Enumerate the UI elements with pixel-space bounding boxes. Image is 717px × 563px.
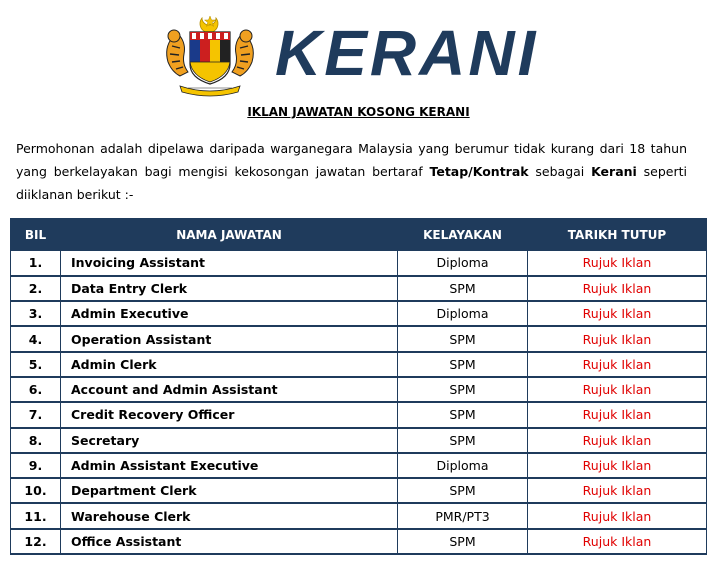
cell-nama: Secretary xyxy=(61,428,398,453)
cell-tarikh: Rujuk Iklan xyxy=(528,503,707,528)
table-header-row xyxy=(11,219,707,251)
cell-nama: Office Assistant xyxy=(61,529,398,554)
cell-nama: Admin Clerk xyxy=(61,352,398,377)
cell-bil: 5. xyxy=(11,352,61,377)
table-row xyxy=(11,251,707,276)
cell-nama: Operation Assistant xyxy=(61,326,398,351)
cell-bil: 2. xyxy=(11,276,61,301)
cell-tarikh: Rujuk Iklan xyxy=(528,428,707,453)
page-title: KERANI xyxy=(275,17,539,89)
cell-kelayakan: SPM xyxy=(398,529,528,554)
cell-kelayakan: SPM xyxy=(398,276,528,301)
cell-tarikh: Rujuk Iklan xyxy=(528,326,707,351)
cell-kelayakan: SPM xyxy=(398,377,528,402)
cell-bil: 3. xyxy=(11,301,61,326)
intro-position-bold: Kerani xyxy=(591,164,637,179)
cell-bil: 1. xyxy=(11,251,61,276)
intro-text-3: seperti diiklanan berikut :- xyxy=(16,164,687,202)
intro-text-1: Permohonan adalah dipelawa daripada warganegara Malaysia yang berumur tidak kurang dari 18 tahun yang berkelayakan bagi mengisi kekosongan jawatan bertaraf xyxy=(16,141,687,179)
cell-nama: Admin Assistant Executive xyxy=(61,453,398,478)
cell-bil: 4. xyxy=(11,326,61,351)
cell-bil: 7. xyxy=(11,402,61,427)
cell-kelayakan: PMR/PT3 xyxy=(398,503,528,528)
cell-bil: 8. xyxy=(11,428,61,453)
subtitle: IKLAN JAWATAN KOSONG KERANI xyxy=(247,105,470,119)
cell-tarikh: Rujuk Iklan xyxy=(528,377,707,402)
intro-text-2: sebagai xyxy=(528,164,592,179)
cell-tarikh: Rujuk Iklan xyxy=(528,352,707,377)
table-row xyxy=(11,453,707,478)
cell-kelayakan: SPM xyxy=(398,326,528,351)
cell-bil: 10. xyxy=(11,478,61,503)
cell-nama: Data Entry Clerk xyxy=(61,276,398,301)
cell-nama: Warehouse Clerk xyxy=(61,503,398,528)
cell-kelayakan: SPM xyxy=(398,402,528,427)
cell-nama: Credit Recovery Officer xyxy=(61,402,398,427)
cell-bil: 12. xyxy=(11,529,61,554)
cell-bil: 6. xyxy=(11,377,61,402)
cell-tarikh: Rujuk Iklan xyxy=(528,276,707,301)
cell-tarikh: Rujuk Iklan xyxy=(528,251,707,276)
cell-kelayakan: Diploma xyxy=(398,453,528,478)
column-header-nama: NAMA JAWATAN xyxy=(61,219,398,251)
cell-kelayakan: SPM xyxy=(398,428,528,453)
table-row xyxy=(11,301,707,326)
cell-kelayakan: Diploma xyxy=(398,301,528,326)
cell-kelayakan: SPM xyxy=(398,352,528,377)
malaysia-coat-of-arms-icon xyxy=(158,14,262,98)
table-row xyxy=(11,326,707,351)
column-header-tarikh: TARIKH TUTUP xyxy=(528,219,707,251)
intro-status-bold: Tetap/Kontrak xyxy=(429,164,529,179)
cell-nama: Invoicing Assistant xyxy=(61,251,398,276)
table-row xyxy=(11,503,707,528)
intro-paragraph xyxy=(16,137,687,206)
table-row xyxy=(11,377,707,402)
cell-nama: Account and Admin Assistant xyxy=(61,377,398,402)
cell-bil: 11. xyxy=(11,503,61,528)
cell-kelayakan: Diploma xyxy=(398,251,528,276)
cell-tarikh: Rujuk Iklan xyxy=(528,402,707,427)
cell-bil: 9. xyxy=(11,453,61,478)
cell-kelayakan: SPM xyxy=(398,478,528,503)
table-row xyxy=(11,529,707,554)
cell-nama: Admin Executive xyxy=(61,301,398,326)
table-row xyxy=(11,428,707,453)
table-row xyxy=(11,402,707,427)
table-row xyxy=(11,478,707,503)
jobs-table xyxy=(10,218,707,555)
cell-nama: Department Clerk xyxy=(61,478,398,503)
column-header-bil: BIL xyxy=(11,219,61,251)
cell-tarikh: Rujuk Iklan xyxy=(528,478,707,503)
table-row xyxy=(11,276,707,301)
table-row xyxy=(11,352,707,377)
cell-tarikh: Rujuk Iklan xyxy=(528,453,707,478)
cell-tarikh: Rujuk Iklan xyxy=(528,529,707,554)
column-header-kelayakan: KELAYAKAN xyxy=(398,219,528,251)
cell-tarikh: Rujuk Iklan xyxy=(528,301,707,326)
header xyxy=(0,0,717,100)
